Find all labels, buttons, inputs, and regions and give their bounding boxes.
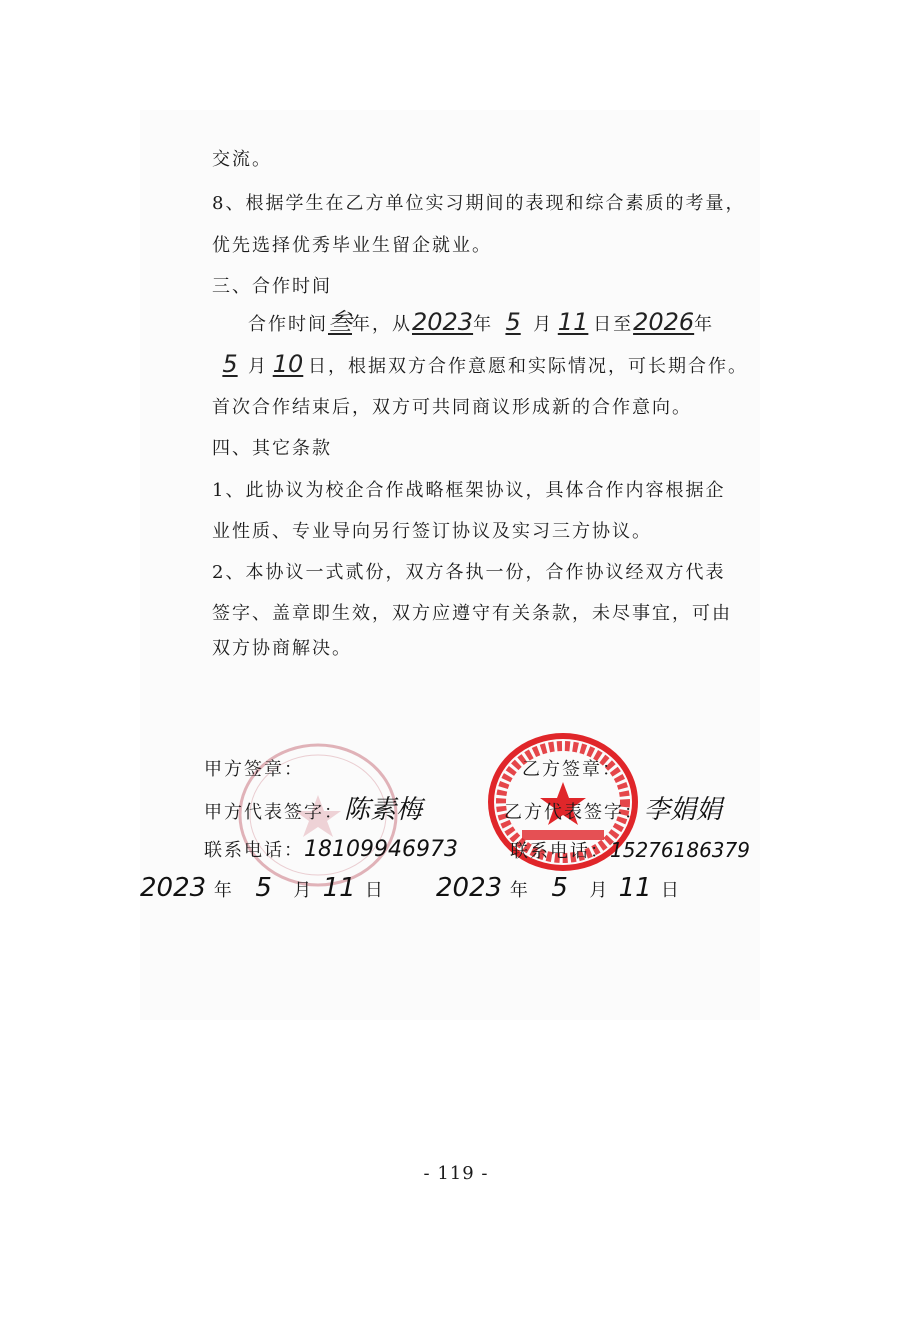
- body-line: 优先选择优秀毕业生留企就业。: [212, 235, 492, 256]
- handwritten-start-year: 2023: [412, 308, 474, 336]
- handwritten-end-year: 2026: [633, 308, 695, 336]
- party-b-date: 2023 年 5 月 11 日: [436, 873, 681, 903]
- section-heading: 四、其它条款: [212, 438, 332, 459]
- body-line: 首次合作结束后，双方可共同商议形成新的合作意向。: [212, 397, 692, 418]
- body-line: 2、本协议一式贰份，双方各执一份，合作协议经双方代表: [212, 562, 726, 583]
- party-a-date: 2023 年 5 月 11 日: [140, 873, 385, 903]
- party-b-seal-label: 乙方签章：: [522, 759, 622, 780]
- body-line: 双方协商解决。: [212, 638, 352, 659]
- section-heading: 三、合作时间: [212, 276, 332, 297]
- handwritten-start-day: 11: [557, 308, 589, 336]
- party-b-rep-row: 乙方代表签字：李娟娟: [504, 795, 723, 825]
- party-a-phone-row: 联系电话：18109946973: [204, 837, 458, 862]
- term-line: 合作时间叁年，从2023年 5 月 11 日至2026年: [248, 308, 715, 336]
- party-a-seal-label: 甲方签章：: [204, 759, 304, 780]
- term-line-2: 5 月 10 日，根据双方合作意愿和实际情况，可长期合作。: [212, 352, 748, 379]
- body-line: 交流。: [212, 149, 272, 170]
- handwritten-end-day: 10: [272, 350, 304, 378]
- party-b-phone-row: 联系电话：15276186379: [510, 838, 750, 862]
- party-a-rep-row: 甲方代表签字：陈素梅: [204, 795, 423, 825]
- party-a-signature: 陈素梅: [344, 795, 423, 825]
- page-number: - 119 -: [423, 1163, 489, 1184]
- body-line: 签字、盖章即生效，双方应遵守有关条款，未尽事宜，可由: [212, 603, 732, 624]
- party-b-phone: 15276186379: [610, 838, 750, 862]
- party-b-signature: 李娟娟: [644, 795, 723, 825]
- body-line: 业性质、专业导向另行签订协议及实习三方协议。: [212, 521, 652, 542]
- party-a-phone: 18109946973: [304, 837, 458, 862]
- handwritten-end-month: 5: [222, 350, 238, 378]
- handwritten-years: 叁: [328, 308, 352, 336]
- body-line: 1、此协议为校企合作战略框架协议，具体合作内容根据企: [212, 480, 726, 501]
- body-line: 8、根据学生在乙方单位实习期间的表现和综合素质的考量，: [212, 193, 746, 214]
- handwritten-start-month: 5: [505, 308, 521, 336]
